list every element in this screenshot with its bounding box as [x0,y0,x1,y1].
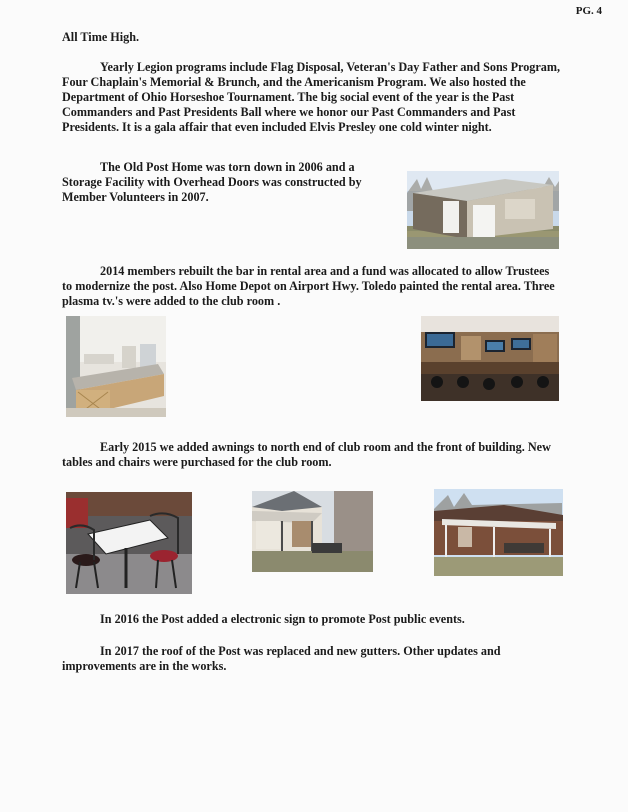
paragraph-yearly-programs: Yearly Legion programs include Flag Disposal, Veteran's Day Father and Sons Program, Four Chaplain's Memorial & Brunch, and the Americanism Program. We also hosted the Department of Ohio Horseshoe Tournament. The big social event of the year is the Past Commanders and Past Presidents Ball where we honor our Past Commanders and Past Presidents. It is a gala affair that even included Elvis Presley one cold winter night. [62,60,561,134]
front-awning-photo [434,489,563,576]
page-number: PG. 4 [575,5,602,17]
storage-facility-photo [407,171,559,249]
paragraph-bar-rebuild: 2014 members rebuilt the bar in rental area and a fund was allocated to allow Trustees to modernize the post. Also Home Depot on Airport Hwy. Toledo painted the rental area. Three plasma tv.'s were added to the club room . [62,264,555,308]
paragraph-2015-awnings: Early 2015 we added awnings to north end of club room and the front of building. New tables and chairs were purchased for the club room. [62,440,551,469]
tables-chairs-photo [66,492,192,594]
paragraph-old-post-home: The Old Post Home was torn down in 2006 and a Storage Facility with Overhead Doors was constructed by Member Volunteers in 2007. [62,160,362,204]
club-room-tv-photo [421,316,559,401]
rebuilt-bar-photo [66,316,166,417]
north-awning-photo [252,491,373,572]
paragraph-2017-roof: In 2017 the roof of the Post was replaced and new gutters. Other updates and improvements are in the works. [62,644,501,673]
paragraph-all-time-high: All Time High. [62,30,140,44]
paragraph-2016-sign: In 2016 the Post added a electronic sign to promote Post public events. [100,612,465,626]
